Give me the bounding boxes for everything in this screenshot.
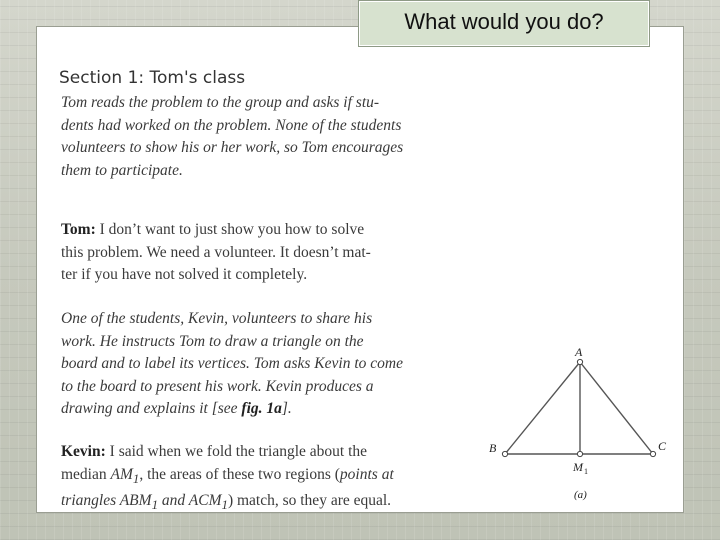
label-a: A: [575, 345, 583, 359]
speaker-tom: Tom:: [61, 221, 96, 238]
tom-quote-line: this problem. We need a volunteer. It doesn’t mat-: [61, 243, 371, 261]
side-ac: [580, 362, 653, 454]
kevin-paragraph-line: One of the students, Kevin, volunteers to share his: [61, 310, 373, 327]
kevin-paragraph: [61, 308, 403, 421]
figure-reference: fig. 1a: [241, 400, 282, 417]
kevin-quote-line: I said when we fold the triangle about the: [105, 443, 368, 460]
kevin-paragraph-line: work. He instructs Tom to draw a triangle on the: [61, 332, 364, 350]
tom-quote-line: I don’t want to just show you how to solve: [95, 221, 365, 238]
math-subscript: 1: [132, 470, 140, 486]
side-ab: [505, 362, 580, 454]
intro-line: Tom reads the problem to the group and asks if stu-: [61, 94, 380, 111]
label-c: C: [658, 439, 667, 453]
intro-paragraph: [61, 92, 403, 182]
vertex-a-dot: [577, 359, 582, 364]
math-triangle-acm: ACM: [188, 492, 222, 510]
tom-quote-line: ter if you have not solved it completely.: [61, 266, 308, 283]
kevin-quote-italic: triangles: [61, 492, 120, 510]
triangle-diagram: [478, 338, 678, 508]
speaker-kevin: Kevin:: [61, 443, 106, 460]
figure-caption: (a): [574, 489, 587, 501]
math-subscript: 1: [151, 497, 159, 513]
kevin-quote-italic: and: [158, 492, 189, 510]
slide-title: What would you do?: [358, 0, 650, 47]
kevin-quote: [61, 441, 394, 517]
math-median: AM: [110, 465, 133, 483]
math-triangle-abm: ABM: [119, 492, 152, 510]
label-m-subscript: 1: [584, 467, 588, 476]
math-subscript: 1: [221, 497, 228, 513]
midpoint-m1-dot: [577, 451, 582, 456]
kevin-quote-italic: points at: [339, 465, 394, 483]
kevin-paragraph-end: ].: [281, 400, 292, 417]
kevin-paragraph-line: drawing and explains it [see: [61, 400, 242, 417]
label-m: M: [573, 460, 583, 474]
tom-quote: [61, 219, 371, 287]
kevin-paragraph-line: to the board to present his work. Kevin produces a: [61, 377, 374, 395]
intro-line: dents had worked on the problem. None of the students: [61, 116, 402, 134]
triangle-figure: [478, 338, 678, 508]
kevin-quote-text: , the areas of these two regions (: [139, 465, 340, 483]
intro-line: them to participate.: [61, 161, 183, 179]
label-b: B: [489, 441, 497, 455]
vertex-c-dot: [650, 451, 655, 456]
kevin-quote-text: median: [61, 465, 111, 483]
vertex-b-dot: [502, 451, 507, 456]
intro-line: volunteers to show his or her work, so Tom encourages: [61, 139, 404, 156]
kevin-quote-text: ) match, so they are equal.: [227, 492, 392, 510]
kevin-paragraph-line: board and to label its vertices. Tom asks Kevin to come: [61, 355, 403, 372]
section-heading: Section 1: Tom's class: [59, 68, 246, 88]
